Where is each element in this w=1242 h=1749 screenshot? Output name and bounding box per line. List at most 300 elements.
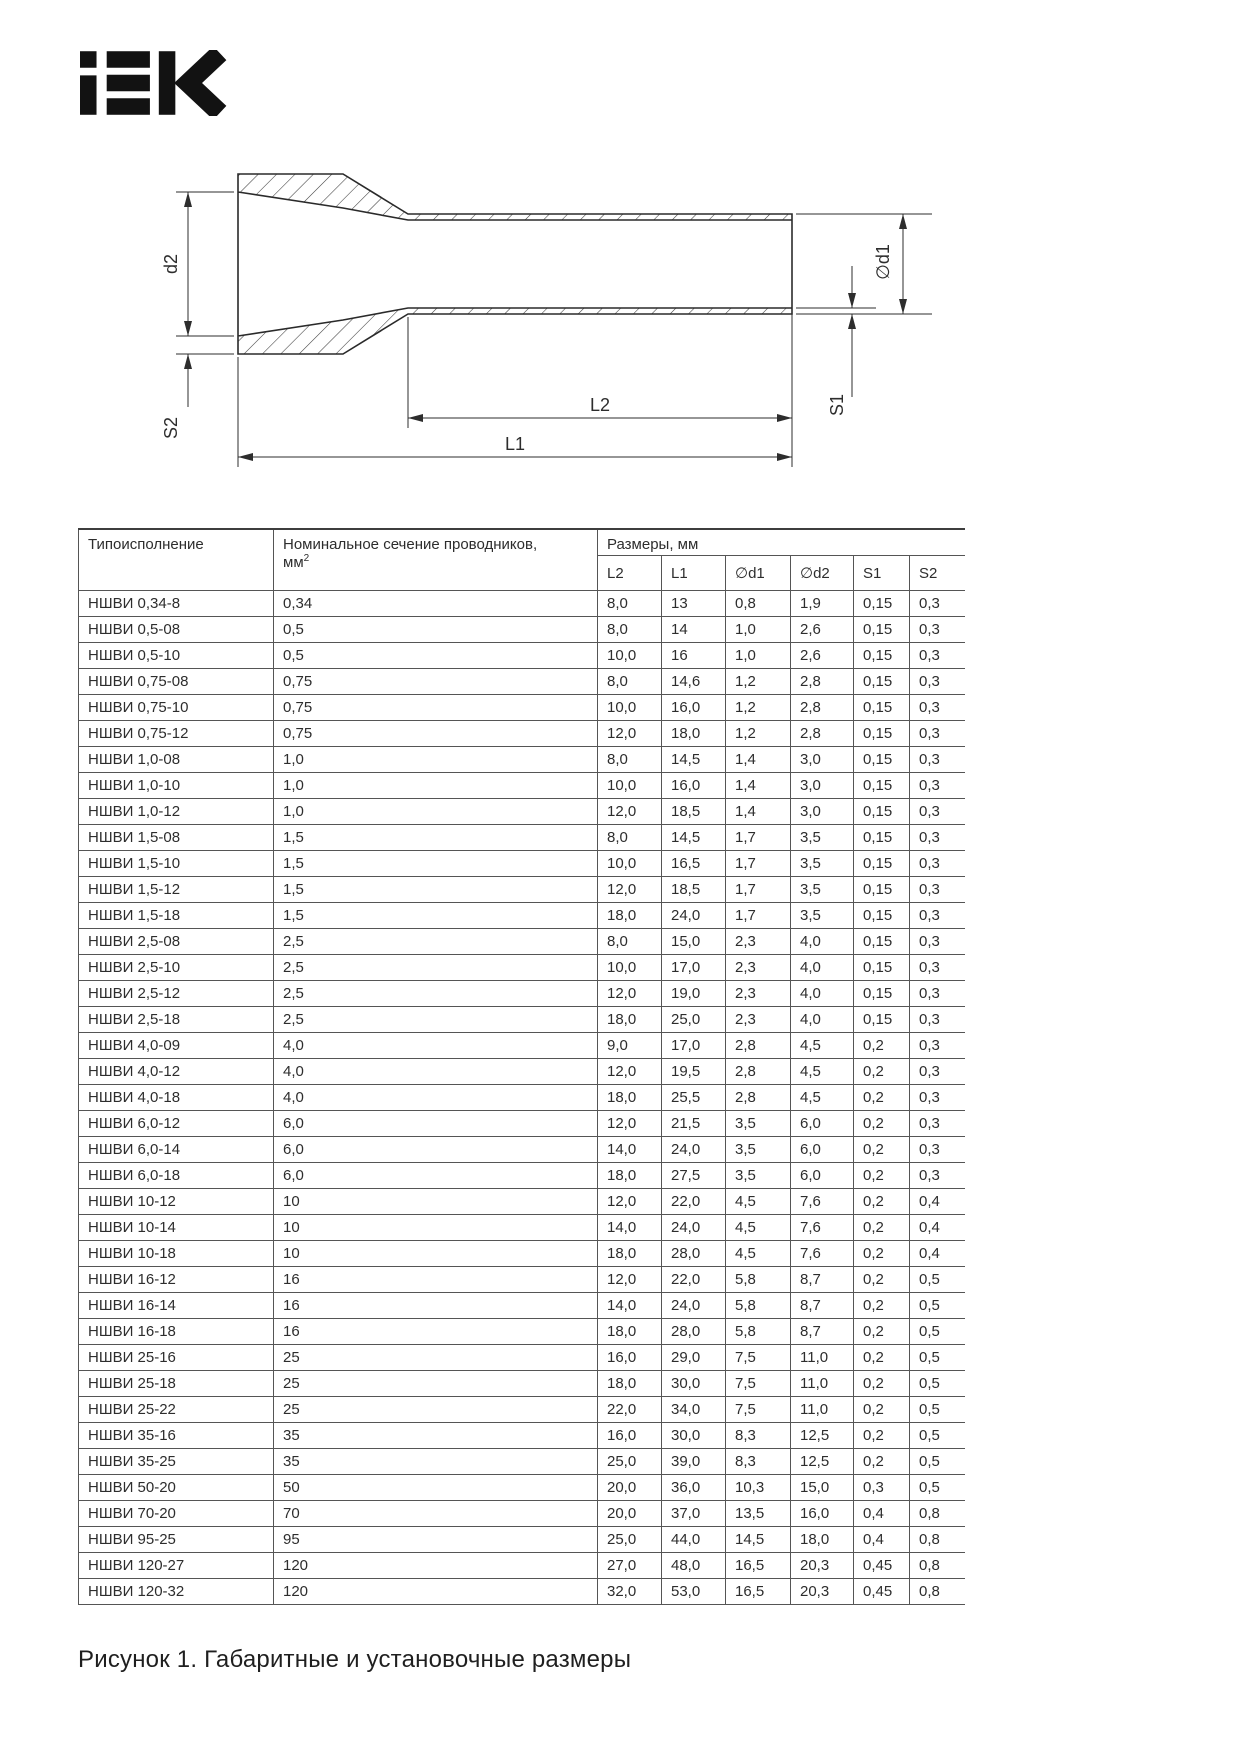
table-cell: 0,2 bbox=[854, 1085, 910, 1111]
table-cell: 25 bbox=[274, 1397, 598, 1423]
table-cell: 11,0 bbox=[791, 1345, 854, 1371]
table-cell: 11,0 bbox=[791, 1397, 854, 1423]
table-cell: 2,3 bbox=[726, 955, 791, 981]
table-cell: 0,45 bbox=[854, 1579, 910, 1605]
table-row bbox=[79, 1527, 965, 1553]
table-cell: 27,5 bbox=[662, 1163, 726, 1189]
table-cell: 12,0 bbox=[598, 1189, 662, 1215]
table-cell: 1,7 bbox=[726, 851, 791, 877]
table-cell: 0,15 bbox=[854, 643, 910, 669]
table-cell: 0,3 bbox=[910, 591, 965, 617]
table-row bbox=[79, 825, 965, 851]
table-cell: 1,0 bbox=[274, 773, 598, 799]
table-cell: 5,8 bbox=[726, 1267, 791, 1293]
table-cell: 2,8 bbox=[726, 1059, 791, 1085]
table-cell: 0,3 bbox=[910, 617, 965, 643]
table-cell: НШВИ 2,5-18 bbox=[79, 1007, 274, 1033]
table-cell: 7,5 bbox=[726, 1345, 791, 1371]
table-cell: 2,6 bbox=[791, 617, 854, 643]
table-cell: 0,4 bbox=[910, 1241, 965, 1267]
table-cell: 36,0 bbox=[662, 1475, 726, 1501]
table-cell: НШВИ 1,0-10 bbox=[79, 773, 274, 799]
table-cell: 0,3 bbox=[910, 1007, 965, 1033]
table-cell: 0,3 bbox=[910, 981, 965, 1007]
table-cell: 0,15 bbox=[854, 773, 910, 799]
table-cell: 4,5 bbox=[726, 1215, 791, 1241]
table-cell: 0,3 bbox=[910, 747, 965, 773]
table-cell: 4,5 bbox=[791, 1033, 854, 1059]
table-cell: 20,0 bbox=[598, 1501, 662, 1527]
table-cell: НШВИ 10-14 bbox=[79, 1215, 274, 1241]
table-cell: 1,4 bbox=[726, 747, 791, 773]
table-cell: 13 bbox=[662, 591, 726, 617]
table-cell: 0,3 bbox=[910, 825, 965, 851]
table-row bbox=[79, 1215, 965, 1241]
table-cell: 17,0 bbox=[662, 955, 726, 981]
table-cell: 70 bbox=[274, 1501, 598, 1527]
table-cell: 10 bbox=[274, 1241, 598, 1267]
table-row bbox=[79, 617, 965, 643]
table-cell: 120 bbox=[274, 1553, 598, 1579]
table-cell: 1,2 bbox=[726, 669, 791, 695]
ferrule-section bbox=[238, 174, 792, 354]
table-cell: 16 bbox=[662, 643, 726, 669]
table-cell: 2,3 bbox=[726, 1007, 791, 1033]
table-cell: 0,2 bbox=[854, 1449, 910, 1475]
table-cell: 20,3 bbox=[791, 1553, 854, 1579]
dim-label-l1: L1 bbox=[504, 434, 526, 454]
table-cell: 16 bbox=[274, 1293, 598, 1319]
table-cell: 22,0 bbox=[598, 1397, 662, 1423]
table-cell: НШВИ 0,75-12 bbox=[79, 721, 274, 747]
table-cell: 25 bbox=[274, 1345, 598, 1371]
table-cell: НШВИ 35-16 bbox=[79, 1423, 274, 1449]
table-row bbox=[79, 1033, 965, 1059]
table-row bbox=[79, 799, 965, 825]
table-cell: 48,0 bbox=[662, 1553, 726, 1579]
table-cell: 16,0 bbox=[598, 1345, 662, 1371]
table-cell: 0,2 bbox=[854, 1371, 910, 1397]
table-cell: 1,7 bbox=[726, 825, 791, 851]
table-cell: 0,8 bbox=[910, 1579, 965, 1605]
table-cell: 25 bbox=[274, 1371, 598, 1397]
table-cell: 0,3 bbox=[854, 1475, 910, 1501]
table-row bbox=[79, 1345, 965, 1371]
table-cell: НШВИ 16-18 bbox=[79, 1319, 274, 1345]
table-cell: НШВИ 16-14 bbox=[79, 1293, 274, 1319]
table-row bbox=[79, 747, 965, 773]
figure-caption: Рисунок 1. Габаритные и установочные размеры bbox=[78, 1646, 632, 1673]
table-cell: 50 bbox=[274, 1475, 598, 1501]
table-row bbox=[79, 851, 965, 877]
dimensions-table bbox=[78, 528, 965, 1605]
col-header-s2: S2 bbox=[910, 556, 965, 591]
table-cell: 0,3 bbox=[910, 1085, 965, 1111]
table-cell: НШВИ 4,0-18 bbox=[79, 1085, 274, 1111]
table-cell: 5,8 bbox=[726, 1293, 791, 1319]
table-cell: 0,4 bbox=[910, 1189, 965, 1215]
table-cell: 1,5 bbox=[274, 877, 598, 903]
table-cell: 0,3 bbox=[910, 1163, 965, 1189]
table-cell: 19,5 bbox=[662, 1059, 726, 1085]
table-cell: 0,3 bbox=[910, 1033, 965, 1059]
table-cell: НШВИ 95-25 bbox=[79, 1527, 274, 1553]
table-cell: 3,5 bbox=[791, 851, 854, 877]
table-cell: 5,8 bbox=[726, 1319, 791, 1345]
table-row bbox=[79, 643, 965, 669]
table-row bbox=[79, 669, 965, 695]
table-cell: 18,0 bbox=[598, 1163, 662, 1189]
table-cell: 10,0 bbox=[598, 955, 662, 981]
table-cell: 2,8 bbox=[726, 1033, 791, 1059]
table-cell: 0,3 bbox=[910, 929, 965, 955]
table-cell: 6,0 bbox=[791, 1137, 854, 1163]
table-cell: НШВИ 1,0-08 bbox=[79, 747, 274, 773]
table-cell: 9,0 bbox=[598, 1033, 662, 1059]
table-cell: 18,0 bbox=[598, 1319, 662, 1345]
table-cell: 0,5 bbox=[274, 643, 598, 669]
table-cell: 18,0 bbox=[598, 1241, 662, 1267]
table-cell: 18,5 bbox=[662, 877, 726, 903]
table-cell: 0,4 bbox=[910, 1215, 965, 1241]
table-cell: 3,5 bbox=[791, 825, 854, 851]
table-cell: 0,2 bbox=[854, 1319, 910, 1345]
table-cell: 0,5 bbox=[910, 1449, 965, 1475]
table-row bbox=[79, 1163, 965, 1189]
table-cell: 8,0 bbox=[598, 669, 662, 695]
table-cell: НШВИ 70-20 bbox=[79, 1501, 274, 1527]
table-cell: 0,3 bbox=[910, 695, 965, 721]
table-cell: 15,0 bbox=[791, 1475, 854, 1501]
table-cell: 1,9 bbox=[791, 591, 854, 617]
table-cell: 0,34 bbox=[274, 591, 598, 617]
table-cell: 8,7 bbox=[791, 1293, 854, 1319]
ferrule-table-body bbox=[79, 591, 965, 1605]
table-cell: 2,5 bbox=[274, 955, 598, 981]
table-cell: 37,0 bbox=[662, 1501, 726, 1527]
table-cell: 1,0 bbox=[274, 799, 598, 825]
table-row bbox=[79, 1293, 965, 1319]
table-row bbox=[79, 1111, 965, 1137]
table-cell: 12,5 bbox=[791, 1423, 854, 1449]
table-cell: 0,15 bbox=[854, 981, 910, 1007]
table-cell: 10 bbox=[274, 1215, 598, 1241]
table-cell: 14,5 bbox=[662, 825, 726, 851]
table-cell: 8,7 bbox=[791, 1267, 854, 1293]
col-header-s1: S1 bbox=[854, 556, 910, 591]
table-cell: 0,5 bbox=[910, 1371, 965, 1397]
table-cell: 53,0 bbox=[662, 1579, 726, 1605]
table-cell: 17,0 bbox=[662, 1033, 726, 1059]
table-cell: 4,5 bbox=[726, 1189, 791, 1215]
table-cell: 0,5 bbox=[910, 1293, 965, 1319]
table-cell: 0,15 bbox=[854, 929, 910, 955]
table-cell: 12,0 bbox=[598, 799, 662, 825]
table-cell: 0,2 bbox=[854, 1111, 910, 1137]
table-cell: 0,45 bbox=[854, 1553, 910, 1579]
table-cell: 4,5 bbox=[726, 1241, 791, 1267]
table-cell: 0,2 bbox=[854, 1059, 910, 1085]
table-cell: 12,0 bbox=[598, 1059, 662, 1085]
table-cell: 25,0 bbox=[662, 1007, 726, 1033]
table-cell: 27,0 bbox=[598, 1553, 662, 1579]
table-cell: 0,2 bbox=[854, 1423, 910, 1449]
table-cell: 25,0 bbox=[598, 1527, 662, 1553]
table-cell: 39,0 bbox=[662, 1449, 726, 1475]
table-row bbox=[79, 1553, 965, 1579]
table-cell: 0,5 bbox=[910, 1475, 965, 1501]
table-cell: 0,2 bbox=[854, 1241, 910, 1267]
table-cell: 1,0 bbox=[274, 747, 598, 773]
table-cell: 2,8 bbox=[791, 669, 854, 695]
table-cell: 7,5 bbox=[726, 1397, 791, 1423]
table-cell: 0,2 bbox=[854, 1033, 910, 1059]
table-row bbox=[79, 903, 965, 929]
table-cell: НШВИ 16-12 bbox=[79, 1267, 274, 1293]
table-cell: 24,0 bbox=[662, 1215, 726, 1241]
table-cell: 16,0 bbox=[662, 773, 726, 799]
table-cell: 0,3 bbox=[910, 903, 965, 929]
table-cell: 8,3 bbox=[726, 1423, 791, 1449]
table-cell: 24,0 bbox=[662, 1293, 726, 1319]
table-cell: 0,2 bbox=[854, 1345, 910, 1371]
table-cell: 18,0 bbox=[791, 1527, 854, 1553]
table-cell: 6,0 bbox=[274, 1137, 598, 1163]
table-cell: 18,0 bbox=[598, 1007, 662, 1033]
table-cell: НШВИ 25-16 bbox=[79, 1345, 274, 1371]
col-header-d2: ∅d2 bbox=[791, 556, 854, 591]
table-cell: 1,7 bbox=[726, 903, 791, 929]
table-row bbox=[79, 1007, 965, 1033]
table-cell: 1,2 bbox=[726, 695, 791, 721]
table-cell: 0,15 bbox=[854, 955, 910, 981]
table-cell: 0,2 bbox=[854, 1137, 910, 1163]
table-cell: 14,0 bbox=[598, 1215, 662, 1241]
table-cell: 12,0 bbox=[598, 981, 662, 1007]
table-cell: 10,0 bbox=[598, 695, 662, 721]
table-cell: 11,0 bbox=[791, 1371, 854, 1397]
table-cell: 35 bbox=[274, 1449, 598, 1475]
table-cell: НШВИ 1,0-12 bbox=[79, 799, 274, 825]
table-cell: 14 bbox=[662, 617, 726, 643]
table-cell: НШВИ 4,0-09 bbox=[79, 1033, 274, 1059]
table-row bbox=[79, 929, 965, 955]
table-cell: 16,5 bbox=[726, 1579, 791, 1605]
table-cell: 1,5 bbox=[274, 851, 598, 877]
table-cell: 0,75 bbox=[274, 721, 598, 747]
table-cell: 1,4 bbox=[726, 773, 791, 799]
col-header-l2: L2 bbox=[598, 556, 662, 591]
table-cell: 15,0 bbox=[662, 929, 726, 955]
table-row bbox=[79, 955, 965, 981]
table-cell: 16,0 bbox=[598, 1423, 662, 1449]
table-cell: 0,8 bbox=[910, 1553, 965, 1579]
table-row bbox=[79, 1397, 965, 1423]
table-cell: 0,15 bbox=[854, 903, 910, 929]
col-header-type: Типоисполнение bbox=[79, 529, 274, 591]
table-cell: 0,3 bbox=[910, 799, 965, 825]
col-header-l1: L1 bbox=[662, 556, 726, 591]
table-cell: 14,6 bbox=[662, 669, 726, 695]
table-cell: 10,3 bbox=[726, 1475, 791, 1501]
table-cell: 4,5 bbox=[791, 1059, 854, 1085]
table-row bbox=[79, 1319, 965, 1345]
table-cell: 4,5 bbox=[791, 1085, 854, 1111]
table-cell: 4,0 bbox=[274, 1033, 598, 1059]
table-row bbox=[79, 721, 965, 747]
table-cell: 2,5 bbox=[274, 1007, 598, 1033]
iek-logo bbox=[80, 50, 230, 116]
table-cell: 14,5 bbox=[726, 1527, 791, 1553]
table-cell: 3,5 bbox=[726, 1137, 791, 1163]
table-row bbox=[79, 877, 965, 903]
dim-label-s1: S1 bbox=[827, 393, 847, 417]
table-cell: 8,0 bbox=[598, 591, 662, 617]
table-cell: 6,0 bbox=[791, 1163, 854, 1189]
table-cell: 0,5 bbox=[910, 1267, 965, 1293]
table-cell: 4,0 bbox=[791, 955, 854, 981]
table-cell: 19,0 bbox=[662, 981, 726, 1007]
table-row bbox=[79, 1267, 965, 1293]
table-row bbox=[79, 1475, 965, 1501]
table-cell: 8,3 bbox=[726, 1449, 791, 1475]
table-row bbox=[79, 695, 965, 721]
table-cell: 12,0 bbox=[598, 877, 662, 903]
table-cell: НШВИ 25-18 bbox=[79, 1371, 274, 1397]
table-cell: 7,6 bbox=[791, 1215, 854, 1241]
table-cell: 0,3 bbox=[910, 877, 965, 903]
table-cell: 3,5 bbox=[726, 1163, 791, 1189]
col-header-cross-section-line1: Номинальное сечение проводников, bbox=[283, 536, 538, 553]
table-row bbox=[79, 1189, 965, 1215]
table-cell: НШВИ 10-12 bbox=[79, 1189, 274, 1215]
table-cell: НШВИ 0,75-08 bbox=[79, 669, 274, 695]
table-cell: 29,0 bbox=[662, 1345, 726, 1371]
table-cell: 0,15 bbox=[854, 591, 910, 617]
table-cell: 0,3 bbox=[910, 1059, 965, 1085]
table-cell: 14,0 bbox=[598, 1137, 662, 1163]
table-cell: 18,0 bbox=[662, 721, 726, 747]
table-cell: 0,15 bbox=[854, 825, 910, 851]
table-cell: 30,0 bbox=[662, 1371, 726, 1397]
table-cell: 10,0 bbox=[598, 851, 662, 877]
table-cell: 16,5 bbox=[726, 1553, 791, 1579]
table-cell: 7,5 bbox=[726, 1371, 791, 1397]
table-row bbox=[79, 1371, 965, 1397]
table-cell: 16,0 bbox=[662, 695, 726, 721]
table-cell: НШВИ 4,0-12 bbox=[79, 1059, 274, 1085]
table-cell: 2,8 bbox=[726, 1085, 791, 1111]
table-cell: 12,0 bbox=[598, 721, 662, 747]
table-cell: 2,3 bbox=[726, 929, 791, 955]
table-cell: 0,5 bbox=[910, 1345, 965, 1371]
table-cell: 7,6 bbox=[791, 1241, 854, 1267]
table-cell: 0,15 bbox=[854, 695, 910, 721]
table-cell: 18,5 bbox=[662, 799, 726, 825]
table-cell: 3,5 bbox=[791, 877, 854, 903]
table-cell: 2,6 bbox=[791, 643, 854, 669]
table-row bbox=[79, 1059, 965, 1085]
table-cell: НШВИ 25-22 bbox=[79, 1397, 274, 1423]
table-row bbox=[79, 1501, 965, 1527]
col-group-header-sizes: Размеры, мм bbox=[598, 529, 965, 556]
table-cell: 3,0 bbox=[791, 799, 854, 825]
table-cell: 0,2 bbox=[854, 1293, 910, 1319]
table-cell: НШВИ 6,0-14 bbox=[79, 1137, 274, 1163]
table-cell: 6,0 bbox=[791, 1111, 854, 1137]
table-cell: 12,5 bbox=[791, 1449, 854, 1475]
table-cell: 13,5 bbox=[726, 1501, 791, 1527]
table-cell: 0,15 bbox=[854, 617, 910, 643]
table-cell: 1,0 bbox=[726, 617, 791, 643]
table-cell: 8,0 bbox=[598, 825, 662, 851]
col-header-d1: ∅d1 bbox=[726, 556, 791, 591]
table-cell: 25,0 bbox=[598, 1449, 662, 1475]
table-cell: 0,2 bbox=[854, 1163, 910, 1189]
table-cell: 18,0 bbox=[598, 1371, 662, 1397]
table-cell: 0,5 bbox=[910, 1319, 965, 1345]
table-cell: 0,4 bbox=[854, 1527, 910, 1553]
table-cell: 4,0 bbox=[274, 1085, 598, 1111]
table-cell: 3,0 bbox=[791, 773, 854, 799]
table-cell: 3,5 bbox=[791, 903, 854, 929]
table-cell: 0,3 bbox=[910, 1111, 965, 1137]
col-header-cross-section bbox=[274, 529, 598, 591]
table-cell: 10,0 bbox=[598, 643, 662, 669]
table-cell: 0,5 bbox=[274, 617, 598, 643]
table-cell: 0,15 bbox=[854, 721, 910, 747]
table-cell: НШВИ 1,5-18 bbox=[79, 903, 274, 929]
table-cell: 0,3 bbox=[910, 851, 965, 877]
table-cell: 2,8 bbox=[791, 721, 854, 747]
table-cell: 0,15 bbox=[854, 851, 910, 877]
table-cell: 8,7 bbox=[791, 1319, 854, 1345]
table-cell: 18,0 bbox=[598, 1085, 662, 1111]
table-cell: 12,0 bbox=[598, 1267, 662, 1293]
table-cell: 8,0 bbox=[598, 747, 662, 773]
table-cell: 6,0 bbox=[274, 1111, 598, 1137]
table-cell: 32,0 bbox=[598, 1579, 662, 1605]
table-cell: 6,0 bbox=[274, 1163, 598, 1189]
table-row bbox=[79, 773, 965, 799]
table-row bbox=[79, 1423, 965, 1449]
table-cell: 4,0 bbox=[791, 1007, 854, 1033]
table-cell: 16,5 bbox=[662, 851, 726, 877]
table-cell: 16 bbox=[274, 1319, 598, 1345]
dim-label-d1: ∅d1 bbox=[873, 244, 893, 280]
table-cell: 28,0 bbox=[662, 1241, 726, 1267]
table-cell: 0,15 bbox=[854, 669, 910, 695]
table-cell: НШВИ 1,5-10 bbox=[79, 851, 274, 877]
table-cell: 4,0 bbox=[791, 929, 854, 955]
table-cell: НШВИ 2,5-12 bbox=[79, 981, 274, 1007]
table-cell: 1,5 bbox=[274, 825, 598, 851]
table-cell: 14,5 bbox=[662, 747, 726, 773]
table-cell: НШВИ 1,5-08 bbox=[79, 825, 274, 851]
table-cell: 1,2 bbox=[726, 721, 791, 747]
table-cell: 8,0 bbox=[598, 617, 662, 643]
table-cell: 34,0 bbox=[662, 1397, 726, 1423]
table-cell: 10 bbox=[274, 1189, 598, 1215]
table-cell: 8,0 bbox=[598, 929, 662, 955]
table-cell: НШВИ 10-18 bbox=[79, 1241, 274, 1267]
table-cell: НШВИ 0,5-08 bbox=[79, 617, 274, 643]
table-row bbox=[79, 1137, 965, 1163]
table-cell: 14,0 bbox=[598, 1293, 662, 1319]
table-cell: НШВИ 2,5-08 bbox=[79, 929, 274, 955]
table-cell: 10,0 bbox=[598, 773, 662, 799]
table-cell: НШВИ 35-25 bbox=[79, 1449, 274, 1475]
